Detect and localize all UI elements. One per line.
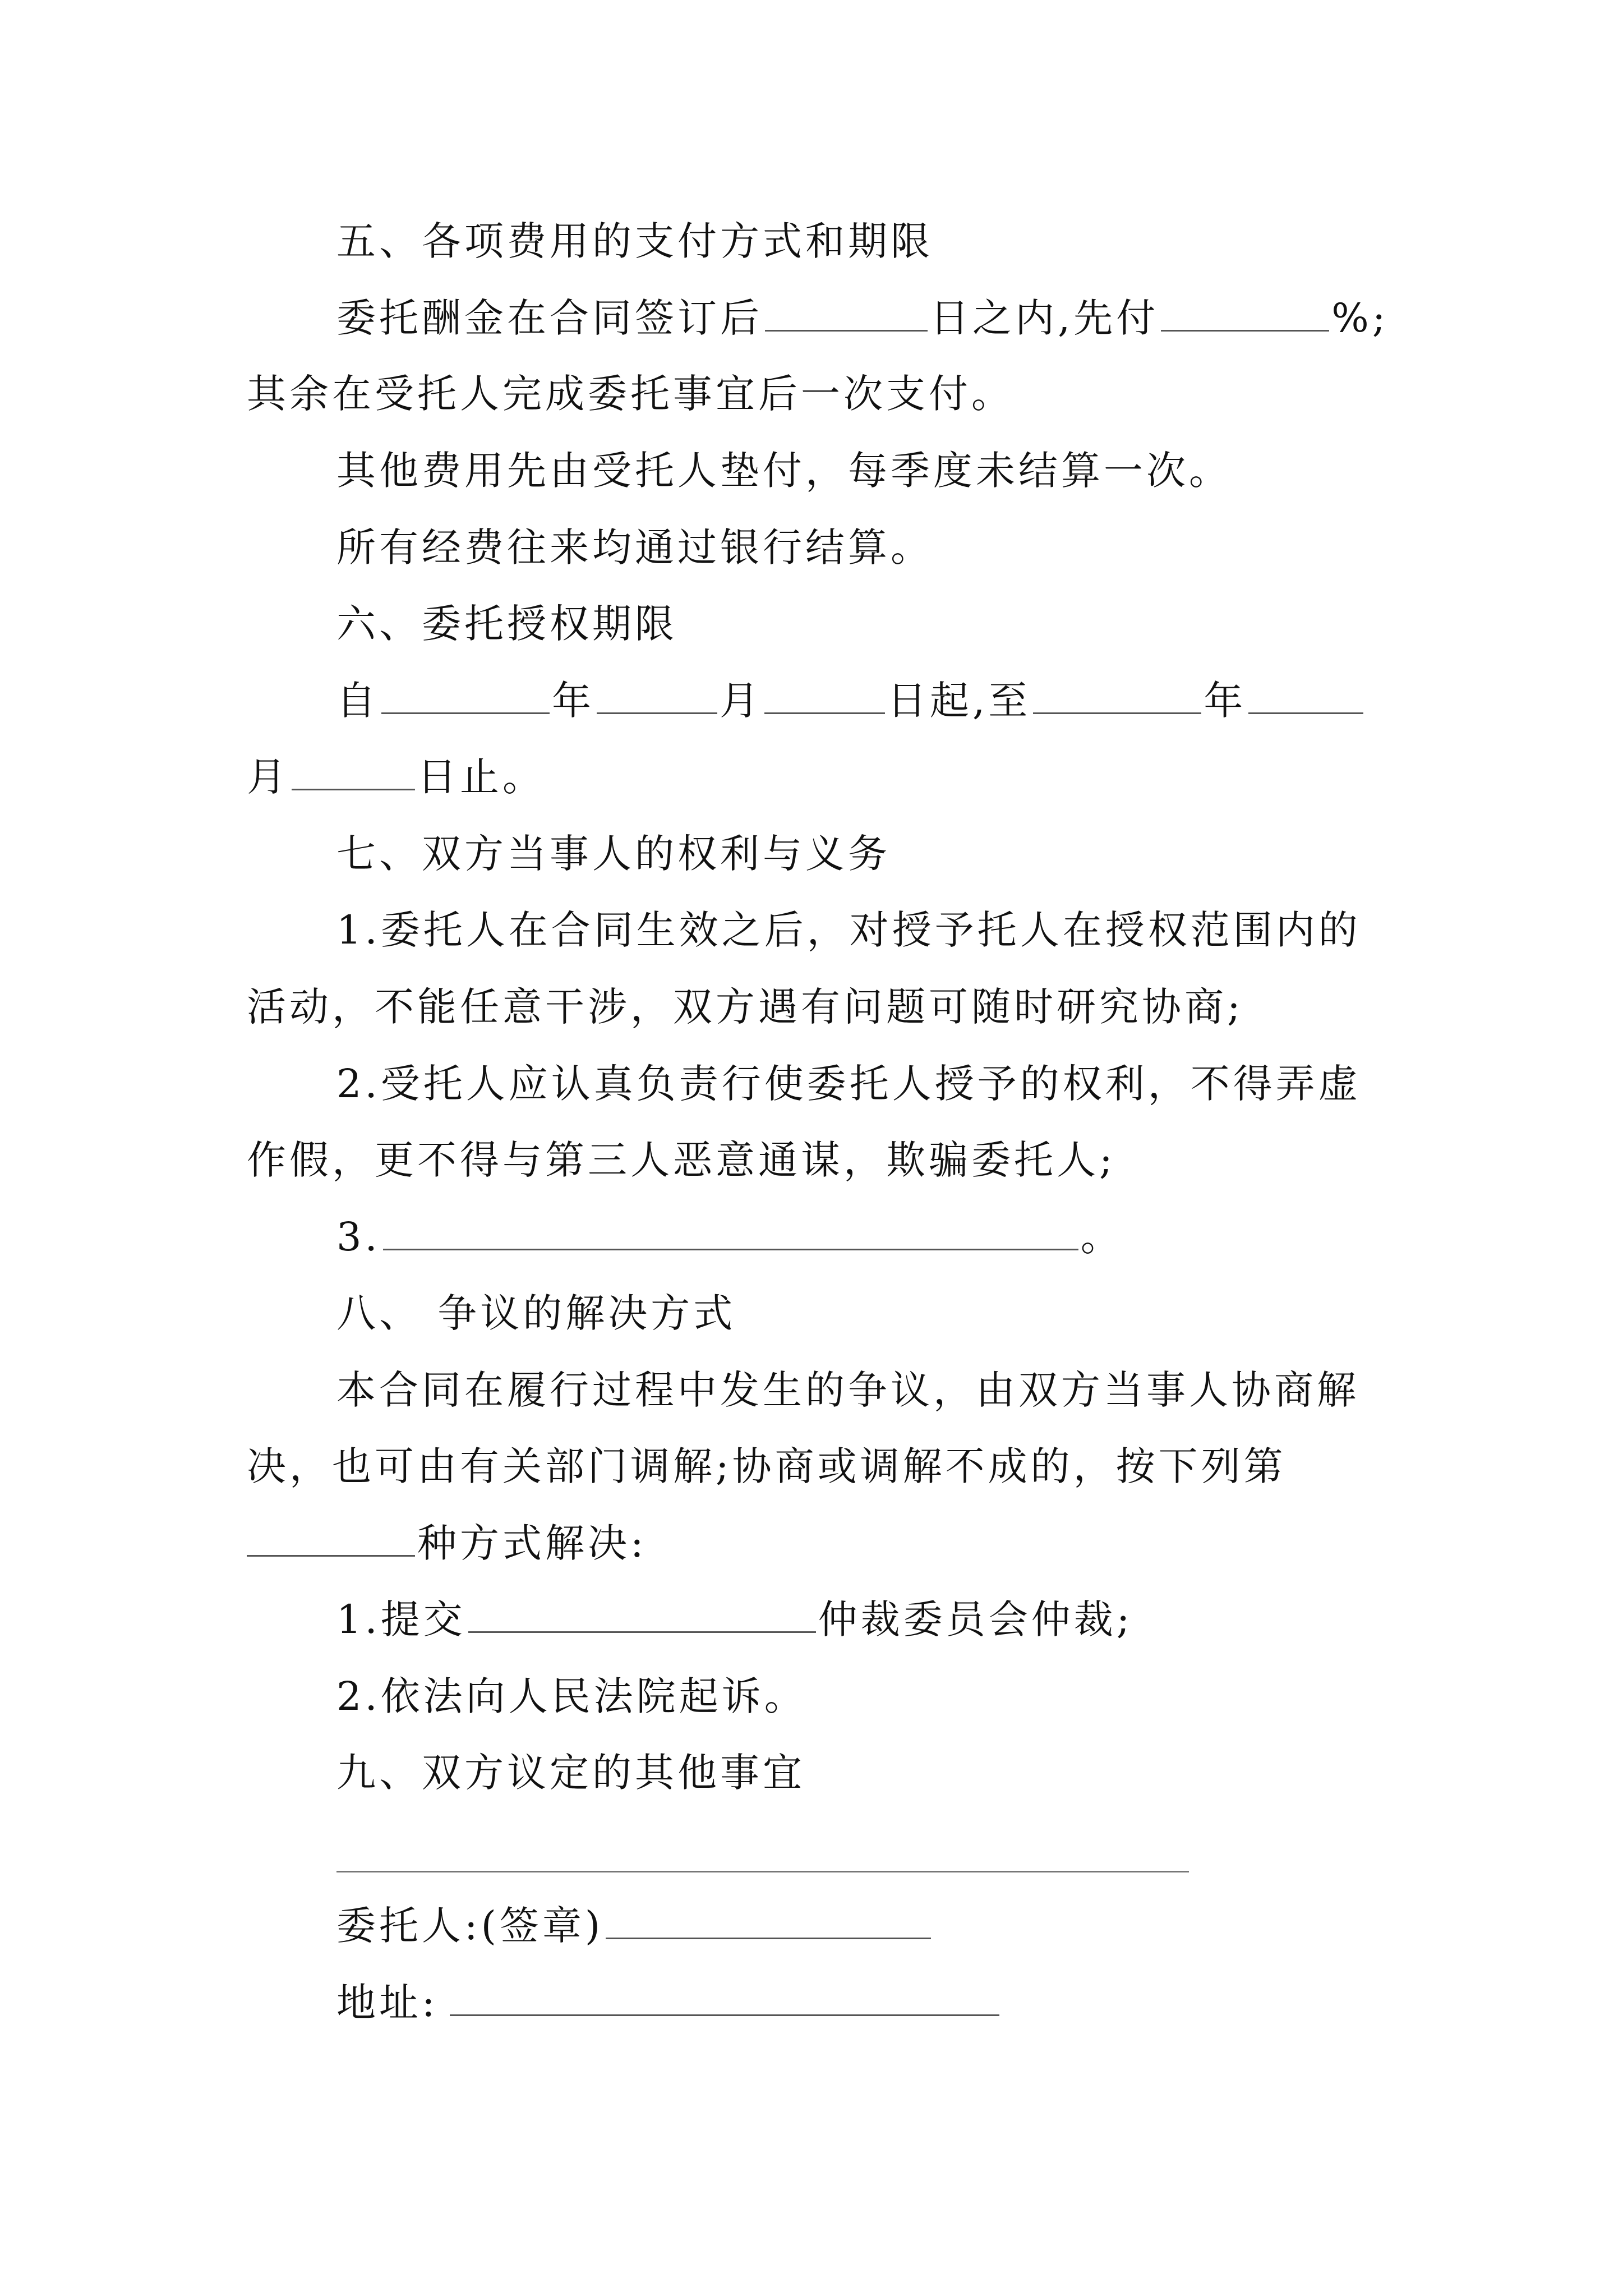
- item3-suffix: 。: [1080, 1214, 1123, 1260]
- period-month2: 月: [247, 754, 289, 800]
- other-matters-rule: [336, 1871, 1189, 1872]
- section8-option2: [336, 1671, 807, 1722]
- address-label: 地址:: [336, 1980, 439, 2026]
- section9-heading: [336, 1747, 805, 1798]
- end-day-blank: [292, 777, 415, 790]
- item2-text-b: 作假，更不得与第三人恶意通谋，欺骗委托人;: [247, 1137, 1116, 1183]
- section7-heading: [336, 829, 891, 879]
- section5-fee-line: [336, 293, 1389, 343]
- fee-percent-blank: [1161, 319, 1329, 332]
- period-end: 日止。: [417, 754, 545, 800]
- section7-heading-text: 七、双方当事人的权利与义务: [336, 831, 891, 877]
- section6-period-line-2: [247, 752, 545, 802]
- principal-signature-line: [336, 1901, 933, 1951]
- principal-signature-blank: [606, 1926, 931, 1939]
- start-day-blank: [764, 701, 885, 714]
- section8-p1-line3: [247, 1518, 647, 1568]
- section7-item3: [336, 1212, 1123, 1262]
- bank-settlement-text: 所有经费往来均通过银行结算。: [336, 524, 933, 570]
- option2-text: 2.依法向人民法院起诉。: [336, 1673, 807, 1719]
- other-fees-text: 其他费用先由受托人垫付，每季度未结算一次。: [336, 448, 1232, 494]
- item1-text-a: 1.委托人在合同生效之后，对授予托人在授权范围内的: [336, 907, 1361, 953]
- section7-item1-line1: [336, 905, 1361, 955]
- fee-days-blank: [765, 319, 928, 332]
- section7-item2-line2: [247, 1135, 1116, 1185]
- fee-text-a: 委托酬金在合同签订后: [336, 295, 763, 341]
- item1-text-b: 活动，不能任意干涉，双方遇有问题可随时研究协商;: [247, 984, 1244, 1030]
- dispute-text-b: 决，也可由有关部门调解;协商或调解不成的，按下列第: [247, 1443, 1287, 1489]
- section8-p1-line1: [336, 1365, 1359, 1415]
- dispute-text-c: 种方式解决:: [417, 1520, 647, 1566]
- section7-item2-line1: [336, 1059, 1361, 1109]
- section5-bank-settlement: [336, 522, 933, 573]
- item3-blank: [383, 1237, 1078, 1250]
- item3-prefix: 3.: [336, 1214, 381, 1260]
- section5-heading: [336, 216, 933, 266]
- start-year-blank: [381, 701, 550, 714]
- period-month1: 月: [720, 678, 762, 724]
- dispute-text-a: 本合同在履行过程中发生的争议，由双方当事人协商解: [336, 1367, 1359, 1413]
- section5-fee-line-2: [247, 369, 1014, 419]
- start-month-blank: [597, 701, 717, 714]
- option1-text-a: 1.提交: [336, 1596, 466, 1642]
- end-month-blank: [1248, 701, 1363, 714]
- fee-text-b: 日之内,先付: [930, 295, 1159, 341]
- period-year2: 年: [1204, 678, 1247, 724]
- period-from: 自: [336, 678, 379, 724]
- period-year1: 年: [552, 678, 594, 724]
- principal-label: 委托人:(签章): [336, 1903, 604, 1949]
- section7-item1-line2: [247, 982, 1244, 1032]
- fee-text-d: 其余在受托人完成委托事宜后一次支付。: [247, 371, 1014, 417]
- section6-period-line: [336, 675, 1366, 726]
- address-blank: [450, 2003, 999, 2016]
- section9-heading-text: 九、双方议定的其他事宜: [336, 1750, 805, 1796]
- fee-text-c: %;: [1331, 295, 1389, 341]
- arbitration-committee-blank: [468, 1620, 816, 1633]
- item2-text-a: 2.受托人应认真负责行使委托人授予的权利，不得弄虚: [336, 1061, 1361, 1107]
- section8-p1-line2: [247, 1441, 1287, 1492]
- section5-other-fees: [336, 445, 1232, 496]
- section8-heading: [336, 1288, 736, 1338]
- period-day1: 日起,至: [887, 678, 1031, 724]
- section8-option1: [336, 1594, 1133, 1645]
- address-line: [336, 1977, 1002, 2028]
- section6-heading-text: 六、委托授权期限: [336, 601, 677, 647]
- section5-heading-text: 五、各项费用的支付方式和期限: [336, 218, 933, 264]
- end-year-blank: [1033, 701, 1201, 714]
- option1-text-b: 仲裁委员会仲裁;: [818, 1596, 1133, 1642]
- section8-heading-text: 八、 争议的解决方式: [336, 1290, 736, 1336]
- method-number-blank: [247, 1544, 415, 1557]
- section6-heading: [336, 599, 677, 649]
